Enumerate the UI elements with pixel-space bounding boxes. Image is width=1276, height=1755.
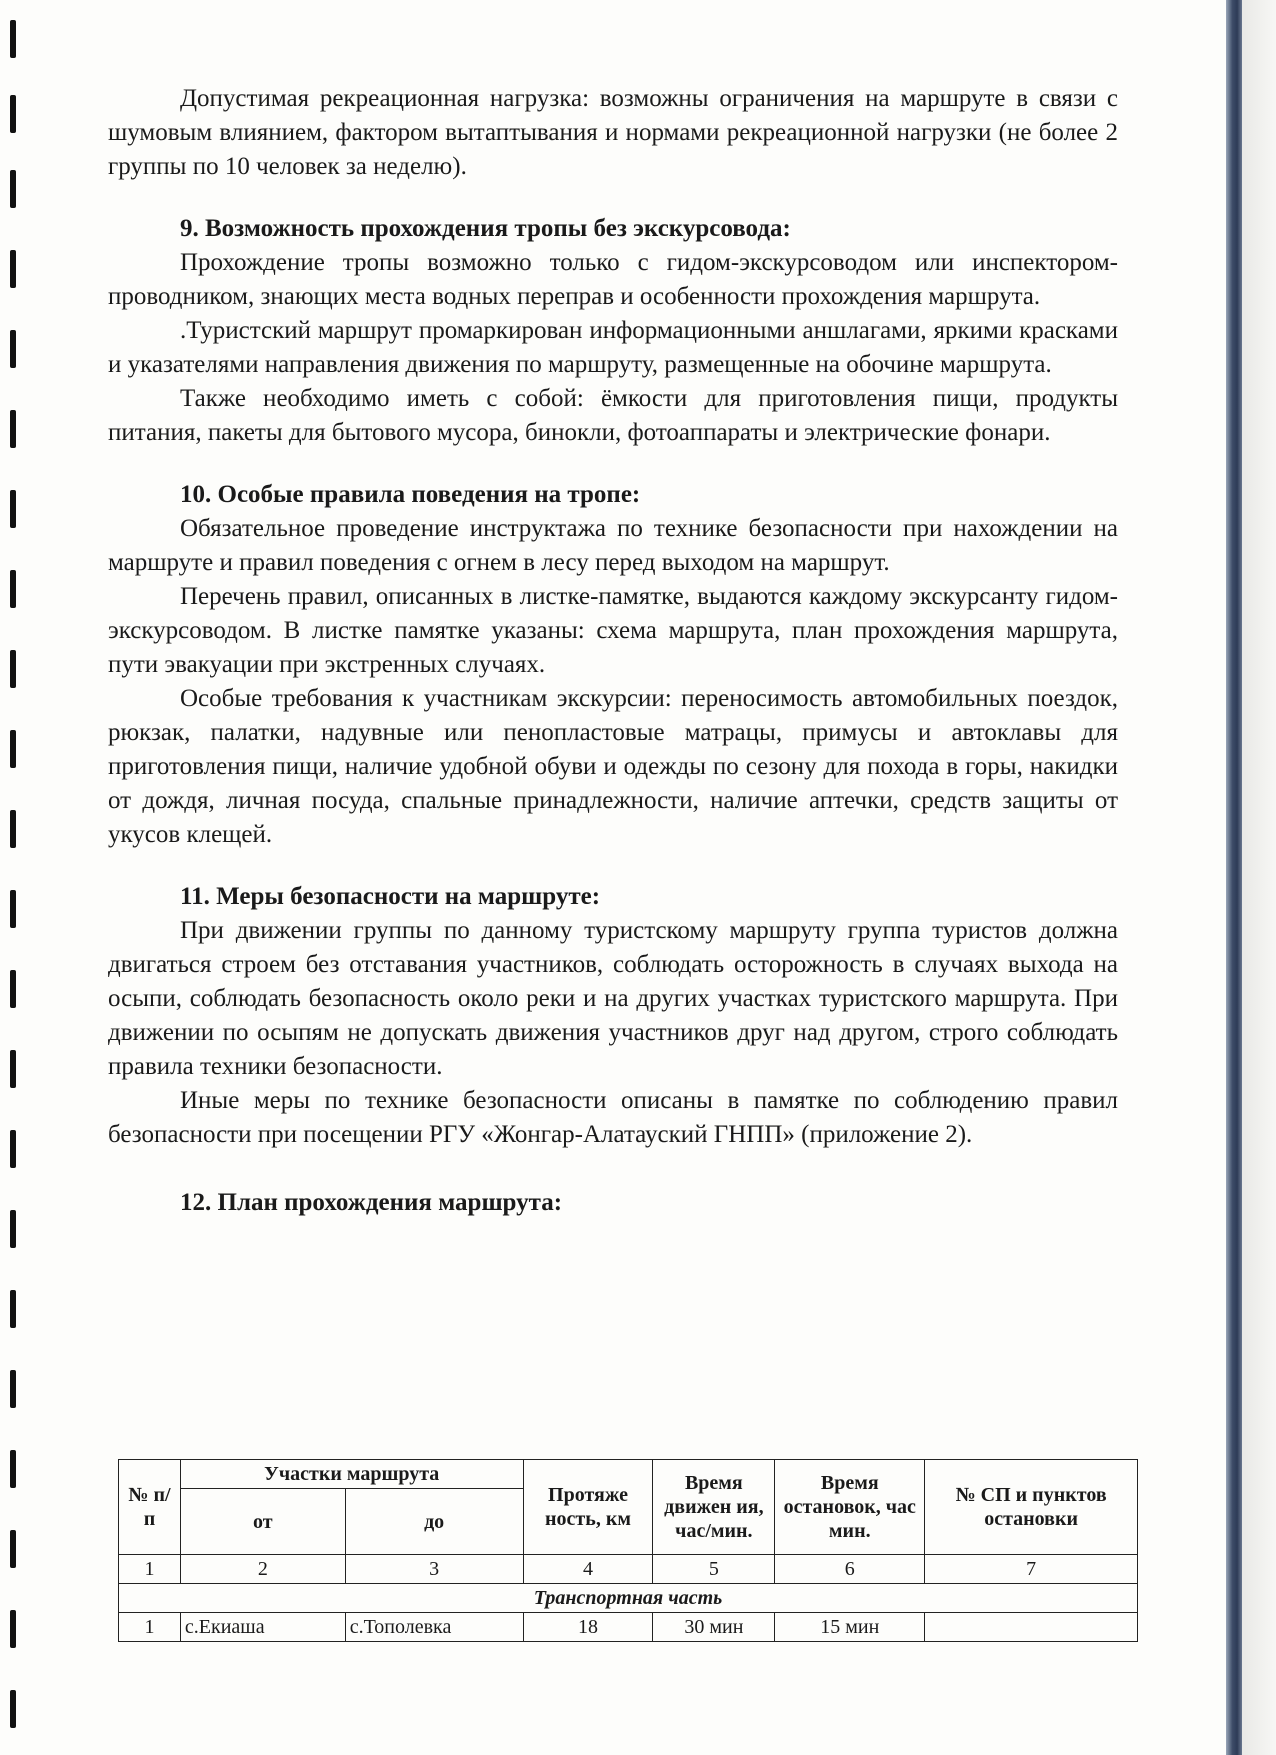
heading-section-12: 12. План прохождения маршрута: [180, 1189, 563, 1216]
col-number: 3 [345, 1555, 523, 1584]
section-transport: Транспортная часть [119, 1584, 1138, 1613]
binding-hole [10, 1610, 16, 1648]
document-body [108, 82, 1118, 1220]
page-margin-shadow [1242, 0, 1276, 1755]
header-stops: № СП и пунктов остановки [925, 1460, 1138, 1555]
header-length: Протяже ность, км [523, 1460, 653, 1555]
col-number: 5 [653, 1555, 775, 1584]
binding-hole [10, 970, 16, 1008]
col-number: 1 [119, 1555, 181, 1584]
heading-section-9: 9. Возможность прохождения тропы без экскурсовода: [180, 215, 791, 242]
cell-num: 1 [119, 1613, 181, 1642]
binding-hole [10, 570, 16, 608]
cell-move-time: 30 мин [653, 1613, 775, 1642]
header-from: от [180, 1489, 345, 1555]
binding-hole [10, 1210, 16, 1248]
header-to: до [345, 1489, 523, 1555]
cover-edge [1226, 0, 1242, 1755]
binding-hole [10, 810, 16, 848]
paragraph-rules-leaflet: Перечень правил, описанных в листке-памятке, выдаются каждому экскурсанту гидом-экскурсоводом. В листке памятке указаны: схема маршрута, план прохождения маршрута, пути эвакуации при экстренных случаях. [108, 583, 1118, 678]
col-number: 2 [180, 1555, 345, 1584]
header-segments: Участки маршрута [180, 1460, 523, 1489]
binding-hole [10, 730, 16, 768]
binding-hole [10, 95, 16, 133]
paragraph-recreational-load: Допустимая рекреационная нагрузка: возможны ограничения на маршруте в связи с шумовым влиянием, фактором вытаптывания и нормами рекреационной нагрузки (не более 2 группы по 10 человек за неделю). [108, 85, 1118, 180]
header-stop-time: Время остановок, час мин. [775, 1460, 925, 1555]
col-number: 6 [775, 1555, 925, 1584]
paragraph-group-movement: При движении группы по данному туристскому маршруту группа туристов должна двигаться строем без отставания участников, соблюдать осторожность в случаях выхода на осыпи, соблюдать безопасность около реки и на других участках туристского маршрута. При движении по осыпям не допускать движения участников друг над другом, строго соблюдать правила техники безопасности. [108, 917, 1118, 1080]
paragraph-other-measures: Иные меры по технике безопасности описаны в памятке по соблюдению правил безопасности при посещении РГУ «Жонгар-Алатауский ГНПП» (приложение 2). [108, 1087, 1118, 1148]
binding-hole [10, 1370, 16, 1408]
binding-hole [10, 330, 16, 368]
binding-hole [10, 1290, 16, 1328]
binding-hole [10, 410, 16, 448]
header-num: № п/п [119, 1460, 181, 1555]
binding-hole [10, 1130, 16, 1168]
binding-hole [10, 890, 16, 928]
cell-to: с.Тополевка [345, 1613, 523, 1642]
binding-hole [10, 170, 16, 208]
binding-hole [10, 250, 16, 288]
table-row [119, 1613, 1138, 1642]
cell-stops [925, 1613, 1138, 1642]
heading-section-10: 10. Особые правила поведения на тропе: [180, 481, 641, 508]
header-move-time: Время движен ия, час/мин. [653, 1460, 775, 1555]
col-number: 7 [925, 1555, 1138, 1584]
cell-from: с.Екиаша [180, 1613, 345, 1642]
col-number: 4 [523, 1555, 653, 1584]
paragraph-equipment: Также необходимо иметь с собой: ёмкости для приготовления пищи, продукты питания, пакеты для бытового мусора, бинокли, фотоаппараты и электрические фонари. [108, 385, 1118, 446]
binding-hole [10, 1530, 16, 1568]
binding-hole [10, 1450, 16, 1488]
heading-section-11: 11. Меры безопасности на маршруте: [180, 883, 601, 910]
paragraph-safety-briefing: Обязательное проведение инструктажа по технике безопасности при нахождении на маршруте и правил поведения с огнем в лесу перед выходом на маршрут. [108, 515, 1118, 576]
paragraph-participant-requirements: Особые требования к участникам экскурсии: переносимость автомобильных поездок, рюкзак, палатки, надувные или пенопластовые матрацы, примусы и автоклавы для приготовления пищи, наличие удобной обуви и одежды по сезону для похода в горы, накидки от дождя, личная посуда, спальные принадлежности, наличие аптечки, средств защиты от укусов клещей. [108, 685, 1118, 848]
cell-length: 18 [523, 1613, 653, 1642]
paragraph-route-marking: .Туристский маршрут промаркирован информационными аншлагами, яркими красками и указателями направления движения по маршруту, размещенные на обочине маршрута. [108, 317, 1118, 378]
cell-stop-time: 15 мин [775, 1613, 925, 1642]
binding-hole [10, 650, 16, 688]
binding-hole [10, 1050, 16, 1088]
binding-holes [10, 0, 20, 1755]
binding-hole [10, 1690, 16, 1728]
paragraph-guide-required: Прохождение тропы возможно только с гидом-экскурсоводом или инспектором-проводником, знающих места водных переправ и особенности прохождения маршрута. [108, 249, 1118, 310]
route-plan-table [118, 1459, 1138, 1642]
binding-hole [10, 490, 16, 528]
binding-hole [10, 20, 16, 58]
